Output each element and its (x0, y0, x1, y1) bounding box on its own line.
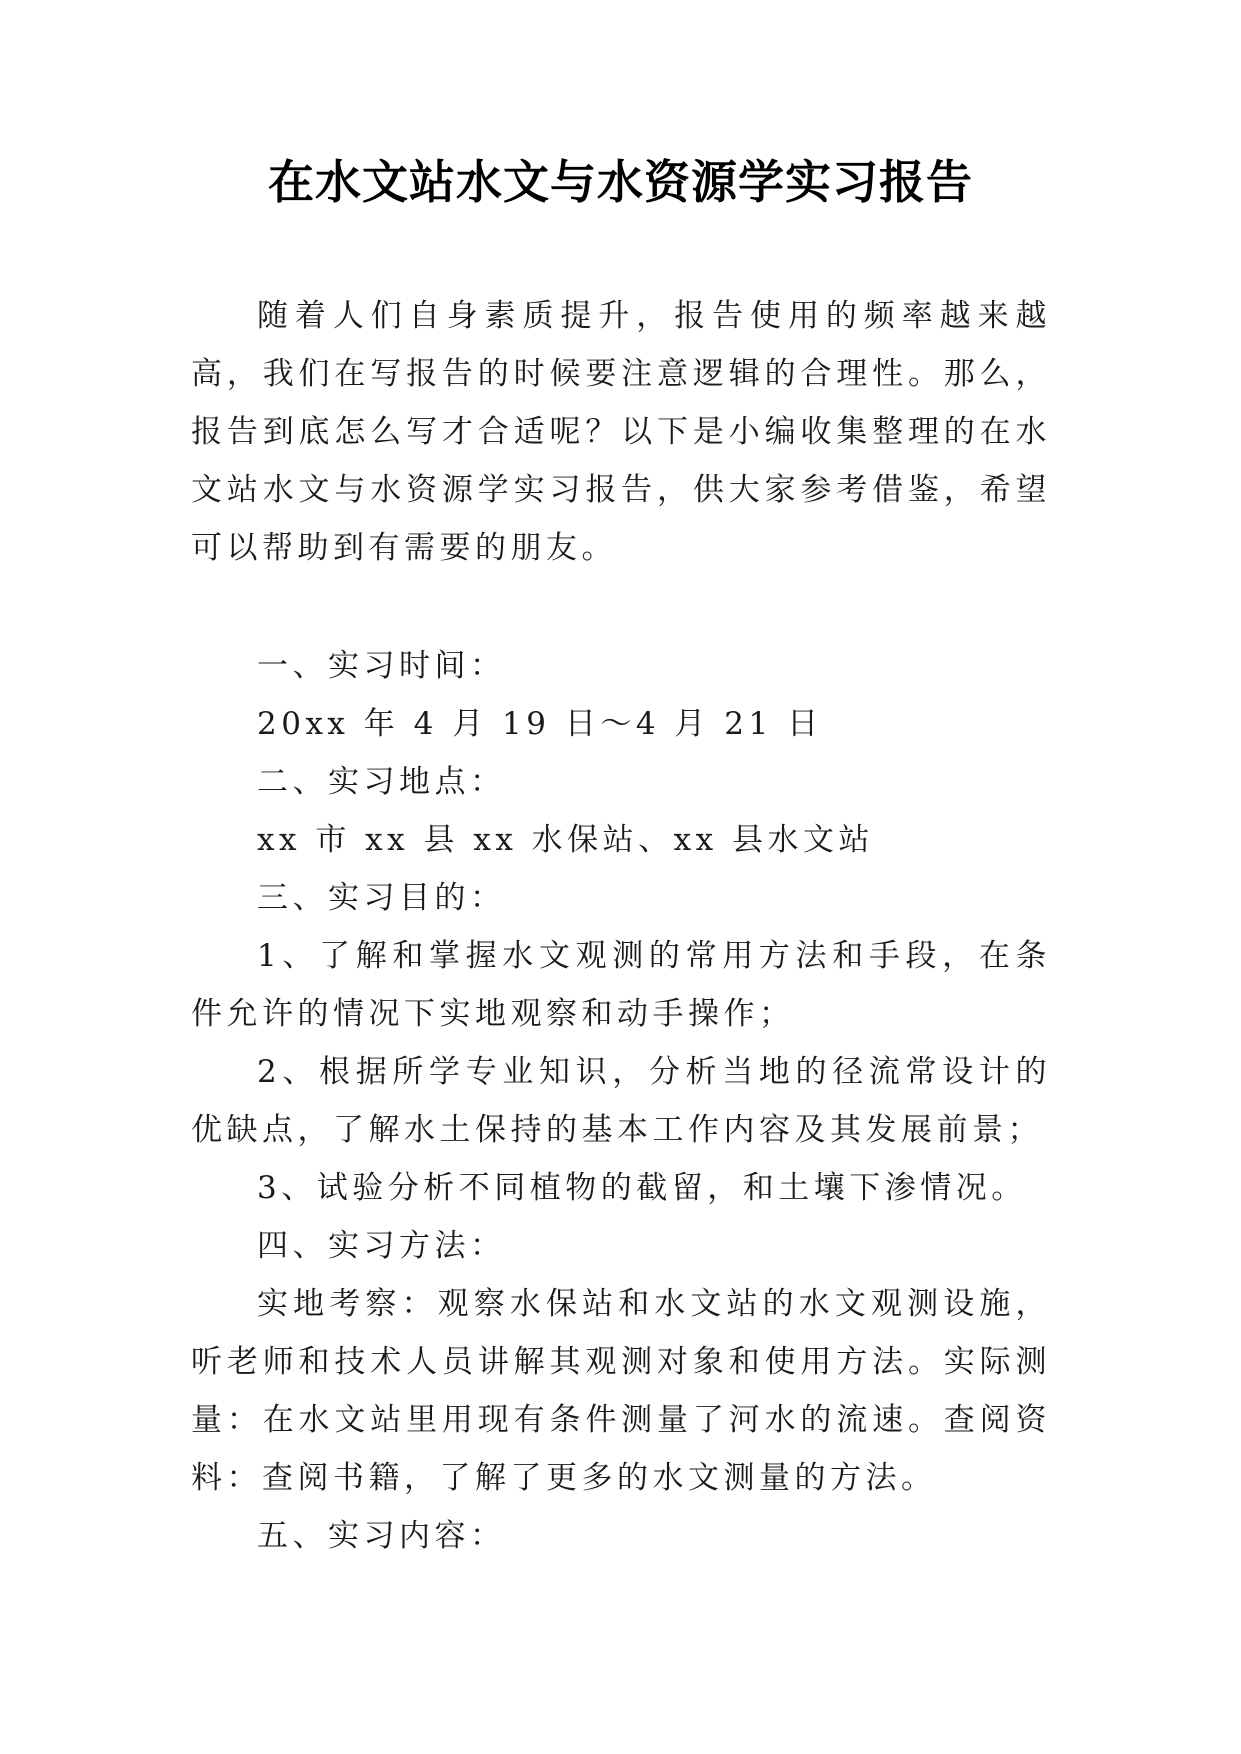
internship-time-value: 20xx 年 4 月 19 日～4 月 21 日 (257, 706, 823, 742)
purpose-item-2: 2、根据所学专业知识，分析当地的径流常设计的优缺点，了解水土保持的基本工作内容及其发展前景； (191, 1054, 1051, 1148)
heading-internship-purpose: 三、实习目的： (257, 880, 506, 916)
intro-block (191, 287, 1051, 577)
purpose-item-3: 3、试验分析不同植物的截留，和土壤下渗情况。 (257, 1170, 1027, 1206)
method-paragraph: 实地考察：观察水保站和水文站的水文观测设施，听老师和技术人员讲解其观测对象和使用方法。实际测量：在水文站里用现有条件测量了河水的流速。查阅资料：查阅书籍，了解了更多的水文测量的方法。 (191, 1286, 1051, 1496)
heading-internship-method: 四、实习方法： (257, 1228, 506, 1264)
intro-paragraph: 随着人们自身素质提升，报告使用的频率越来越高，我们在写报告的时候要注意逻辑的合理性。那么，报告到底怎么写才合适呢？以下是小编收集整理的在水文站水文与水资源学实习报告，供大家参考借鉴，希望可以帮助到有需要的朋友。 (191, 298, 1051, 566)
report-sections (191, 637, 1051, 1565)
internship-location-value: xx 市 xx 县 xx 水保站、xx 县水文站 (257, 822, 874, 858)
heading-internship-location: 二、实习地点： (257, 764, 506, 800)
document-title: 在水文站水文与水资源学实习报告 (268, 155, 973, 209)
purpose-item-1: 1、了解和掌握水文观测的常用方法和手段，在条件允许的情况下实地观察和动手操作； (191, 938, 1051, 1032)
heading-internship-content: 五、实习内容： (257, 1518, 506, 1554)
heading-internship-time: 一、实习时间： (257, 648, 506, 684)
